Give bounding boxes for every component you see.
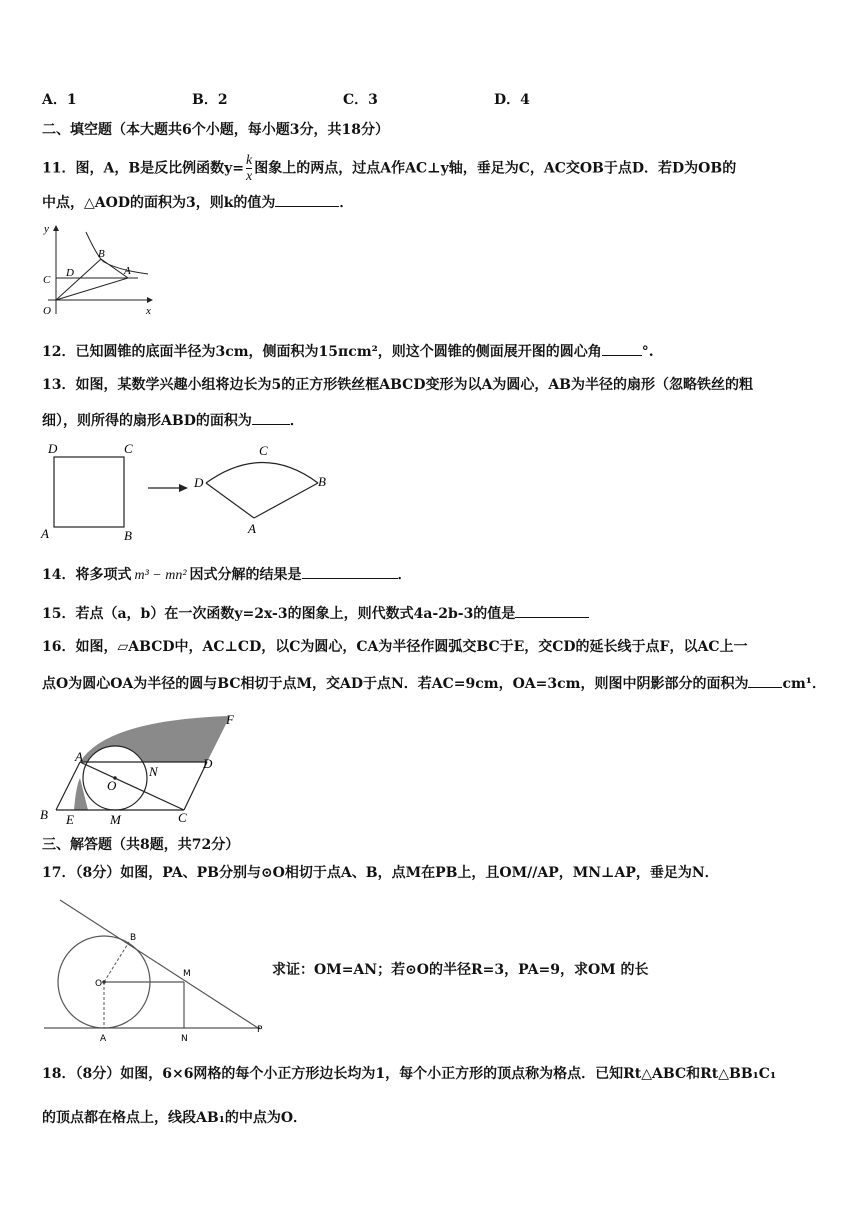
q11-fig-label-x: x xyxy=(146,305,151,317)
section-heading-fill-blank: 二、填空题（本大题共6个小题，每小题3分，共18分） xyxy=(42,122,389,138)
option-b: B．2 xyxy=(192,92,228,108)
q11-fig-label-y: y xyxy=(44,223,49,235)
q16-line2 xyxy=(42,673,826,694)
q13-fig-label-d1: D xyxy=(48,441,58,456)
q17-fig-label-b: B xyxy=(130,933,137,943)
q13-fig-label-b2: B xyxy=(318,474,326,489)
q13-fig-label-c1: C xyxy=(124,441,133,456)
option-c: C．3 xyxy=(343,92,378,108)
section-heading-solve: 三、解答题（共8题，共72分） xyxy=(42,837,240,853)
q16-fig-label-b: B xyxy=(40,807,48,822)
q17-fig-label-a: A xyxy=(100,1034,107,1044)
q14-answer-blank[interactable] xyxy=(302,564,398,579)
q17-fig-label-m: M xyxy=(183,969,191,979)
q15-line xyxy=(42,603,589,624)
q11-line1 xyxy=(42,153,736,184)
q16-fig-label-c: C xyxy=(178,810,187,825)
q11-text-b: 图象上的两点，过点A作AC⊥y轴，垂足为C，AC交OB于点D．若D为OB的 xyxy=(254,160,737,177)
q13-answer-blank[interactable] xyxy=(252,410,290,425)
q17-fig-label-n: N xyxy=(181,1034,188,1044)
q11-fig-label-b: B xyxy=(98,248,105,260)
q16-fig-label-m: M xyxy=(110,812,121,827)
q16-fig-label-a: A xyxy=(75,749,83,764)
q13-fig-label-a1: A xyxy=(41,526,49,541)
q11-fig-label-c: C xyxy=(43,274,51,286)
option-a: A．1 xyxy=(42,92,77,108)
q12-line xyxy=(42,341,654,362)
q14-line xyxy=(42,564,412,586)
q16-fig-label-e: E xyxy=(66,812,74,827)
q16-fig-label-n: N xyxy=(149,764,158,779)
q12-end: °. xyxy=(641,344,654,360)
q11-figure xyxy=(38,222,156,328)
q17-line: 17．（8分）如图，PA、PB分别与⊙O相切于点A、B，点M在PB上，且OM//AP，MN⊥AP，垂足为N． xyxy=(42,865,719,881)
q16-fig-label-o: O xyxy=(107,778,117,793)
q14-end: ． xyxy=(397,567,412,583)
q16-text: 点O为圆心OA为半径的圆与BC相切于点M，交AD于点N．若AC=9cm，OA=3cm，则图中阴影部分的面积为 xyxy=(42,676,749,692)
q13-text: 细），则所得的扇形ABD的面积为 xyxy=(42,413,252,429)
q11-fraction xyxy=(246,153,252,184)
q11-answer-blank[interactable] xyxy=(275,192,339,207)
q16-answer-blank[interactable] xyxy=(748,673,782,688)
q11-fraction-num: k xyxy=(246,153,253,168)
q11-end: ． xyxy=(339,195,354,211)
q13-fig-label-c2: C xyxy=(259,443,268,458)
q15-text: 15．若点（a，b）在一次函数y=2x-3的图象上，则代数式4a-2b-3的值是 xyxy=(42,606,516,622)
q11-fig-label-o: O xyxy=(43,305,51,317)
q13-end: ． xyxy=(289,413,304,429)
q13-fig-label-d2: D xyxy=(194,475,204,490)
q17-fig-label-p: P xyxy=(257,1025,263,1035)
q13-fig-label-a2: A xyxy=(248,521,256,536)
q12-answer-blank[interactable] xyxy=(602,341,642,356)
q16-line1: 16．如图，▱ABCD中，AC⊥CD，以C为圆心，CA为半径作圆弧交BC于E，交CD的延长线于点F，以AC上一 xyxy=(42,639,748,655)
q14-text-b: 因式分解的结果是 xyxy=(189,567,302,583)
q17-figure xyxy=(40,896,272,1044)
q15-answer-blank[interactable] xyxy=(515,603,589,618)
q18-line2: 的顶点都在格点上，线段AB₁的中点为O． xyxy=(42,1110,308,1126)
q11-fraction-den: x xyxy=(246,169,253,184)
q13-line2 xyxy=(42,410,304,431)
q11-line2 xyxy=(42,192,353,213)
q12-text: 12．已知圆锥的底面半径为3cm，侧面积为15πcm²，则这个圆锥的侧面展开图的圆心角 xyxy=(42,344,602,360)
q17-fig-label-o: O xyxy=(95,979,103,989)
q16-fig-label-f: F xyxy=(226,712,234,727)
q11-fig-label-a: A xyxy=(124,265,131,277)
q16-end: cm¹． xyxy=(782,676,826,692)
q11-text-a: 11．图，A，B是反比例函数y= xyxy=(42,160,245,177)
q13-figure xyxy=(38,438,338,546)
q17-proof-text: 求证：OM=AN；若⊙O的半径R=3，PA=9，求OM 的长 xyxy=(272,962,649,978)
q18-line1: 18．（8分）如图，6×6网格的每个小正方形边长均为1，每个小正方形的顶点称为格点．已知Rt△ABC和Rt△BB₁C₁ xyxy=(42,1066,777,1082)
q14-expression: m³ − mn² xyxy=(134,568,187,583)
option-d: D．4 xyxy=(494,92,530,108)
q11-text-c: 中点，△AOD的面积为3，则k的值为 xyxy=(42,195,276,211)
q16-figure xyxy=(36,706,246,832)
q14-text-a: 14．将多项式 xyxy=(42,567,132,583)
q13-line1: 13．如图，某数学兴趣小组将边长为5的正方形铁丝框ABCD变形为以A为圆心，AB为半径的扇形（忽略铁丝的粗 xyxy=(42,377,754,393)
q13-fig-label-b1: B xyxy=(124,528,132,543)
q16-fig-label-d: D xyxy=(203,756,213,771)
q11-fig-label-d: D xyxy=(66,267,74,279)
